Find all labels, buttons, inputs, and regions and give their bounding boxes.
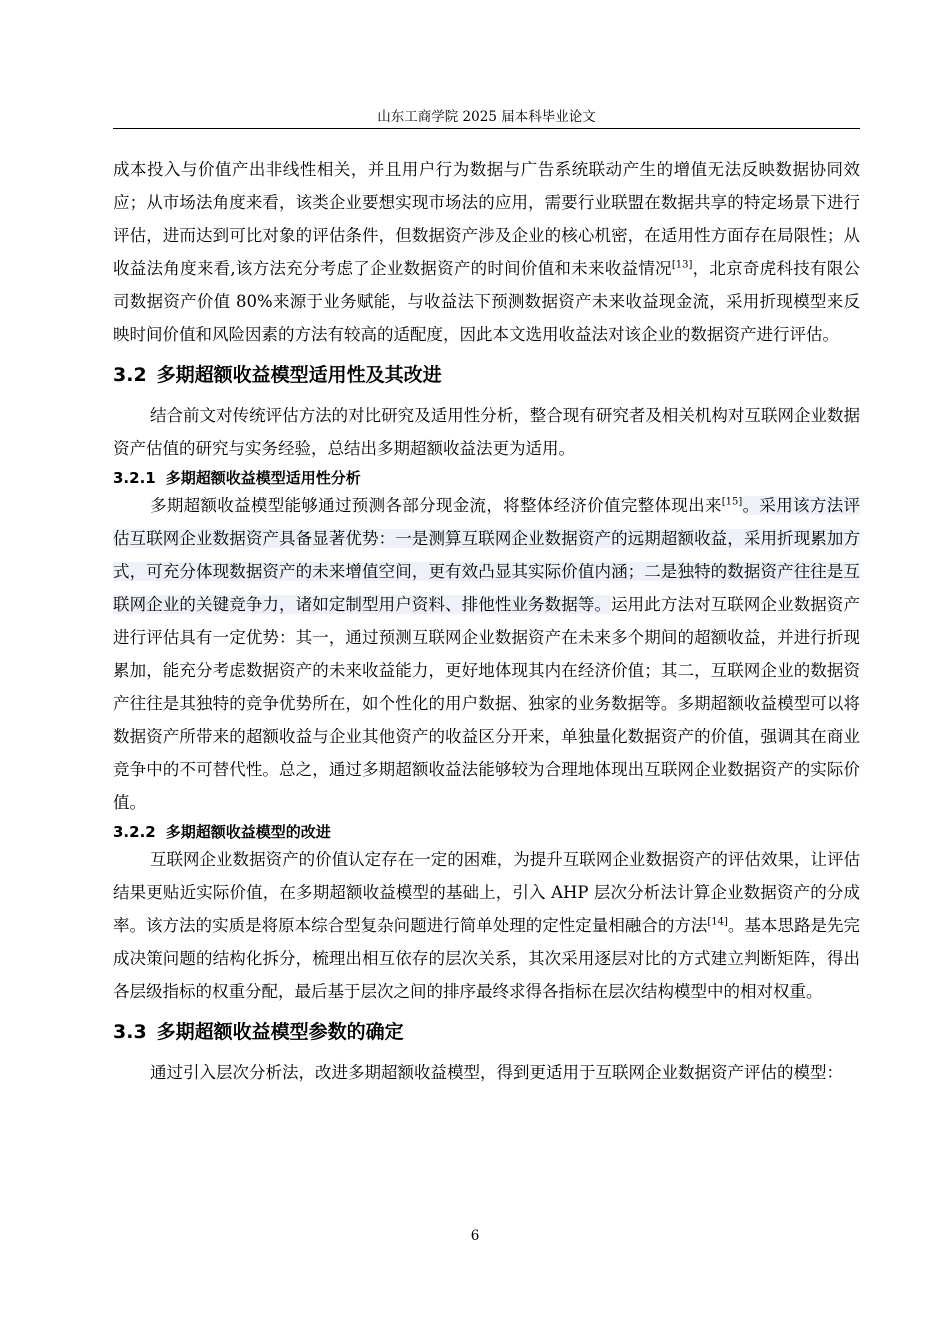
subsection-number: 3.2.2: [113, 823, 156, 841]
section-number: 3.3: [113, 1021, 147, 1043]
paragraph-text: 成本投入与价值产出非线性相关，并且用户行为数据与广告系统联动产生的增值无法反映数据协同效应；从市场法角度来看，该类企业要想实现市场法的应用，需要行业联盟在数据共享的特定场景下进行评估，进而达到可比对象的评估条件，但数据资产涉及企业的核心机密，在适用性方面存在局限性；从收益法角度来看,该方法充分考虑了企业数据资产的时间价值和未来收益情况: [113, 160, 860, 278]
body-content: [113, 153, 860, 1089]
section-heading-3-3: [113, 1018, 860, 1046]
paragraph-text: 互联网企业数据资产的价值认定存在一定的困难，为提升互联网企业数据资产的评估效果，让评估结果更贴近实际价值，在多期超额收益模型的基础上，引入 AHP 层次分析法计算企业数据资产的分成率。该方法的实质是将原本综合型复杂问题进行简单处理的定性定量相融合的方法: [113, 850, 860, 935]
paragraph-text: 多期超额收益模型能够通过预测各部分现金流，将整体经济价值完整体现出来: [150, 496, 722, 515]
section-number: 3.2: [113, 364, 147, 386]
paragraph-text: ，北京奇虎科技有限公司数据资产价值 80%来源于业务赋能，与收益法下预测数据资产未来收益现金流，采用折现模型来反映时间价值和风险因素的方法有较高的适配度，因此本文选用收益法对该企业的数据资产进行评估。: [113, 259, 861, 344]
highlighted-text: 。采用该方法评估互联网企业数据资产具备显著优势：一是测算互联网企业数据资产的远期超额收益，采用折现累加方式，可充分体现数据资产的未来增值空间，更有效凸显其实际价值内涵；二是独特的数据资产往往是互联网企业的关键竞争力，诸如定制型用户资料、排他性业务数据等。: [113, 496, 861, 614]
subsection-number: 3.2.1: [113, 469, 156, 487]
paragraph-3-2-intro: 结合前文对传统评估方法的对比研究及适用性分析，整合现有研究者及相关机构对互联网企业数据资产估值的研究与实务经验，总结出多期超额收益法更为适用。: [113, 406, 860, 458]
paragraph-text: 。基本思路是先完成决策问题的结构化拆分，梳理出相互依存的层次关系，其次采用逐层对比的方式建立判断矩阵，得出各层级指标的权重分配，最后基于层次之间的排序最终求得各指标在层次结构模型中的相对权重。: [113, 916, 861, 1001]
header-rule: [113, 128, 860, 129]
section-title: 多期超额收益模型适用性及其改进: [156, 364, 442, 386]
citation: [15]: [721, 496, 743, 508]
paragraph-text: 运用此方法对互联网企业数据资产进行评估具有一定优势：其一，通过预测互联网企业数据资产在未来多个期间的超额收益，并进行折现累加，能充分考虑数据资产的未来收益能力，更好地体现其内在经济价值；其二，互联网企业的数据资产往往是其独特的竞争优势所在，如个性化的用户数据、独家的业务数据等。多期超额收益模型可以将数据资产所带来的超额收益与企业其他资产的收益区分开来，单独量化数据资产的价值，强调其在商业竞争中的不可替代性。总之，通过多期超额收益法能够较为合理地体现出互联网企业数据资产的实际价值。: [113, 595, 861, 812]
citation: [14]: [707, 916, 728, 928]
section-heading-3-2: [113, 361, 860, 389]
citation: [13]: [671, 259, 693, 271]
subsection-title: 多期超额收益模型适用性分析: [165, 469, 361, 487]
subsection-title: 多期超额收益模型的改进: [165, 823, 331, 841]
paragraph-intro-continued: [113, 153, 860, 351]
page-number: 6: [470, 1228, 480, 1244]
paragraph-3-3-intro: 通过引入层次分析法，改进多期超额收益模型，得到更适用于互联网企业数据资产评估的模型：: [150, 1063, 843, 1082]
paragraph-3-2-1: [113, 489, 860, 819]
paragraph-3-2-2: [113, 843, 860, 1008]
running-header: 山东工商学院 2025 届本科毕业论文: [377, 109, 596, 125]
section-title: 多期超额收益模型参数的确定: [156, 1021, 404, 1043]
subsection-heading-3-2-2: [113, 821, 860, 843]
subsection-heading-3-2-1: [113, 467, 860, 489]
